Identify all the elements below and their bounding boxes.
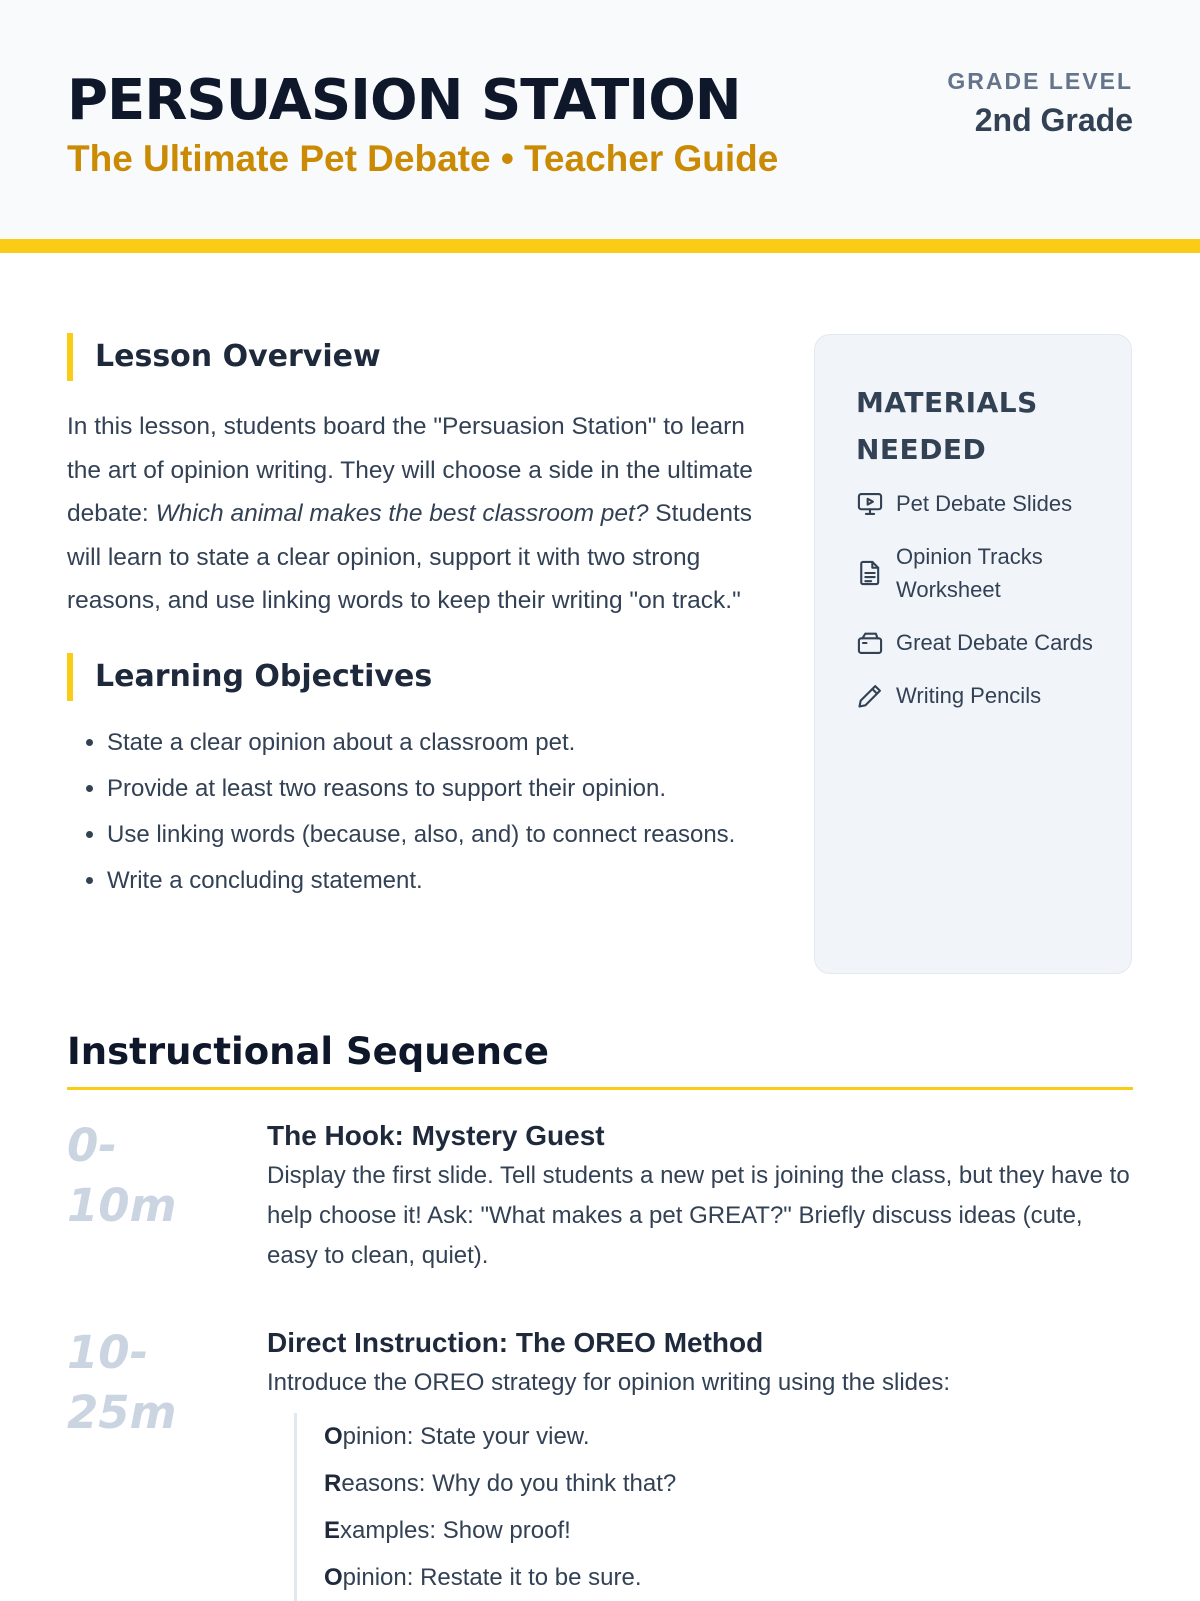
main-column <box>67 333 767 907</box>
step-body <box>267 1116 1133 1276</box>
oreo-text: xamples: Show proof! <box>340 1517 571 1544</box>
step-time-end: 10m <box>67 1179 177 1232</box>
material-label: Writing Pencils <box>896 683 1042 708</box>
step-body <box>267 1323 1133 1601</box>
step-text: Introduce the OREO strategy for opinion writing using the slides: <box>267 1369 951 1396</box>
lesson-overview-text <box>67 405 767 623</box>
step-time-start: 0- <box>67 1119 117 1172</box>
step-time-start: 10- <box>67 1326 149 1379</box>
material-item <box>856 679 1093 712</box>
objective-item: • Provide at least two reasons to support their opinion. <box>107 769 767 809</box>
step-title: The Hook: Mystery Guest <box>267 1120 605 1151</box>
objective-item: • State a clear opinion about a classroom pet. <box>107 723 767 763</box>
overview-question: Which animal makes the best classroom pet? <box>155 500 649 527</box>
lesson-overview-heading: Lesson Overview <box>67 333 767 381</box>
material-label: Great Debate Cards <box>896 630 1093 655</box>
presentation-icon <box>856 490 884 518</box>
oreo-letter: O <box>324 1564 343 1591</box>
materials-panel <box>814 334 1132 974</box>
grade-level-value: 2nd Grade <box>974 102 1133 138</box>
material-item <box>856 540 1093 606</box>
overview-text-start: In this lesson, students board the "Persuasion Station" to learn the art of opinion writing. They will choose a side in the ultimate debate: <box>67 413 753 527</box>
oreo-list <box>294 1413 1133 1601</box>
document-icon <box>856 559 884 587</box>
materials-title: MATERIALS NEEDED <box>856 386 1038 466</box>
grade-level-label: GRADE LEVEL <box>947 68 1133 94</box>
objectives-list <box>67 723 767 901</box>
instructional-sequence-heading: Instructional Sequence <box>67 1026 1133 1090</box>
oreo-letter: R <box>324 1470 342 1497</box>
oreo-letter: O <box>324 1423 343 1450</box>
pencil-icon <box>856 682 884 710</box>
objective-item: • Use linking words (because, also, and) to connect reasons. <box>107 815 767 855</box>
oreo-item <box>324 1460 1133 1507</box>
step-title: Direct Instruction: The OREO Method <box>267 1327 764 1358</box>
step-time-end: 25m <box>67 1386 177 1439</box>
oreo-letter: E <box>324 1517 341 1544</box>
cards-icon <box>856 629 884 657</box>
step-time <box>67 1116 237 1236</box>
page-title: PERSUASION STATION <box>67 68 741 133</box>
oreo-item <box>324 1413 1133 1460</box>
page-header <box>0 0 1200 253</box>
oreo-text: easons: Why do you think that? <box>341 1470 677 1497</box>
material-label: Pet Debate Slides <box>896 491 1073 516</box>
oreo-text: pinion: Restate it to be sure. <box>342 1564 642 1591</box>
step-time <box>67 1323 237 1443</box>
objective-item: • Write a concluding statement. <box>107 861 767 901</box>
material-label: Opinion Tracks Worksheet <box>896 544 1043 602</box>
step-text: Display the first slide. Tell students a new pet is joining the class, but they have to help choose it! Ask: "What makes a pet GREAT?" Briefly discuss ideas (cute, easy to clean, quiet). <box>267 1162 1130 1269</box>
oreo-text: pinion: State your view. <box>342 1423 590 1450</box>
oreo-item <box>324 1507 1133 1554</box>
materials-list <box>856 487 1093 712</box>
material-item <box>856 626 1093 659</box>
overview-text-end: Students will learn to state a clear opinion, support it with two strong reasons, and use linking words to keep their writing "on track." <box>67 500 753 614</box>
page-subtitle: The Ultimate Pet Debate • Teacher Guide <box>67 138 779 179</box>
material-item <box>856 487 1093 520</box>
oreo-item <box>324 1554 1133 1601</box>
learning-objectives-heading: Learning Objectives <box>67 653 767 701</box>
